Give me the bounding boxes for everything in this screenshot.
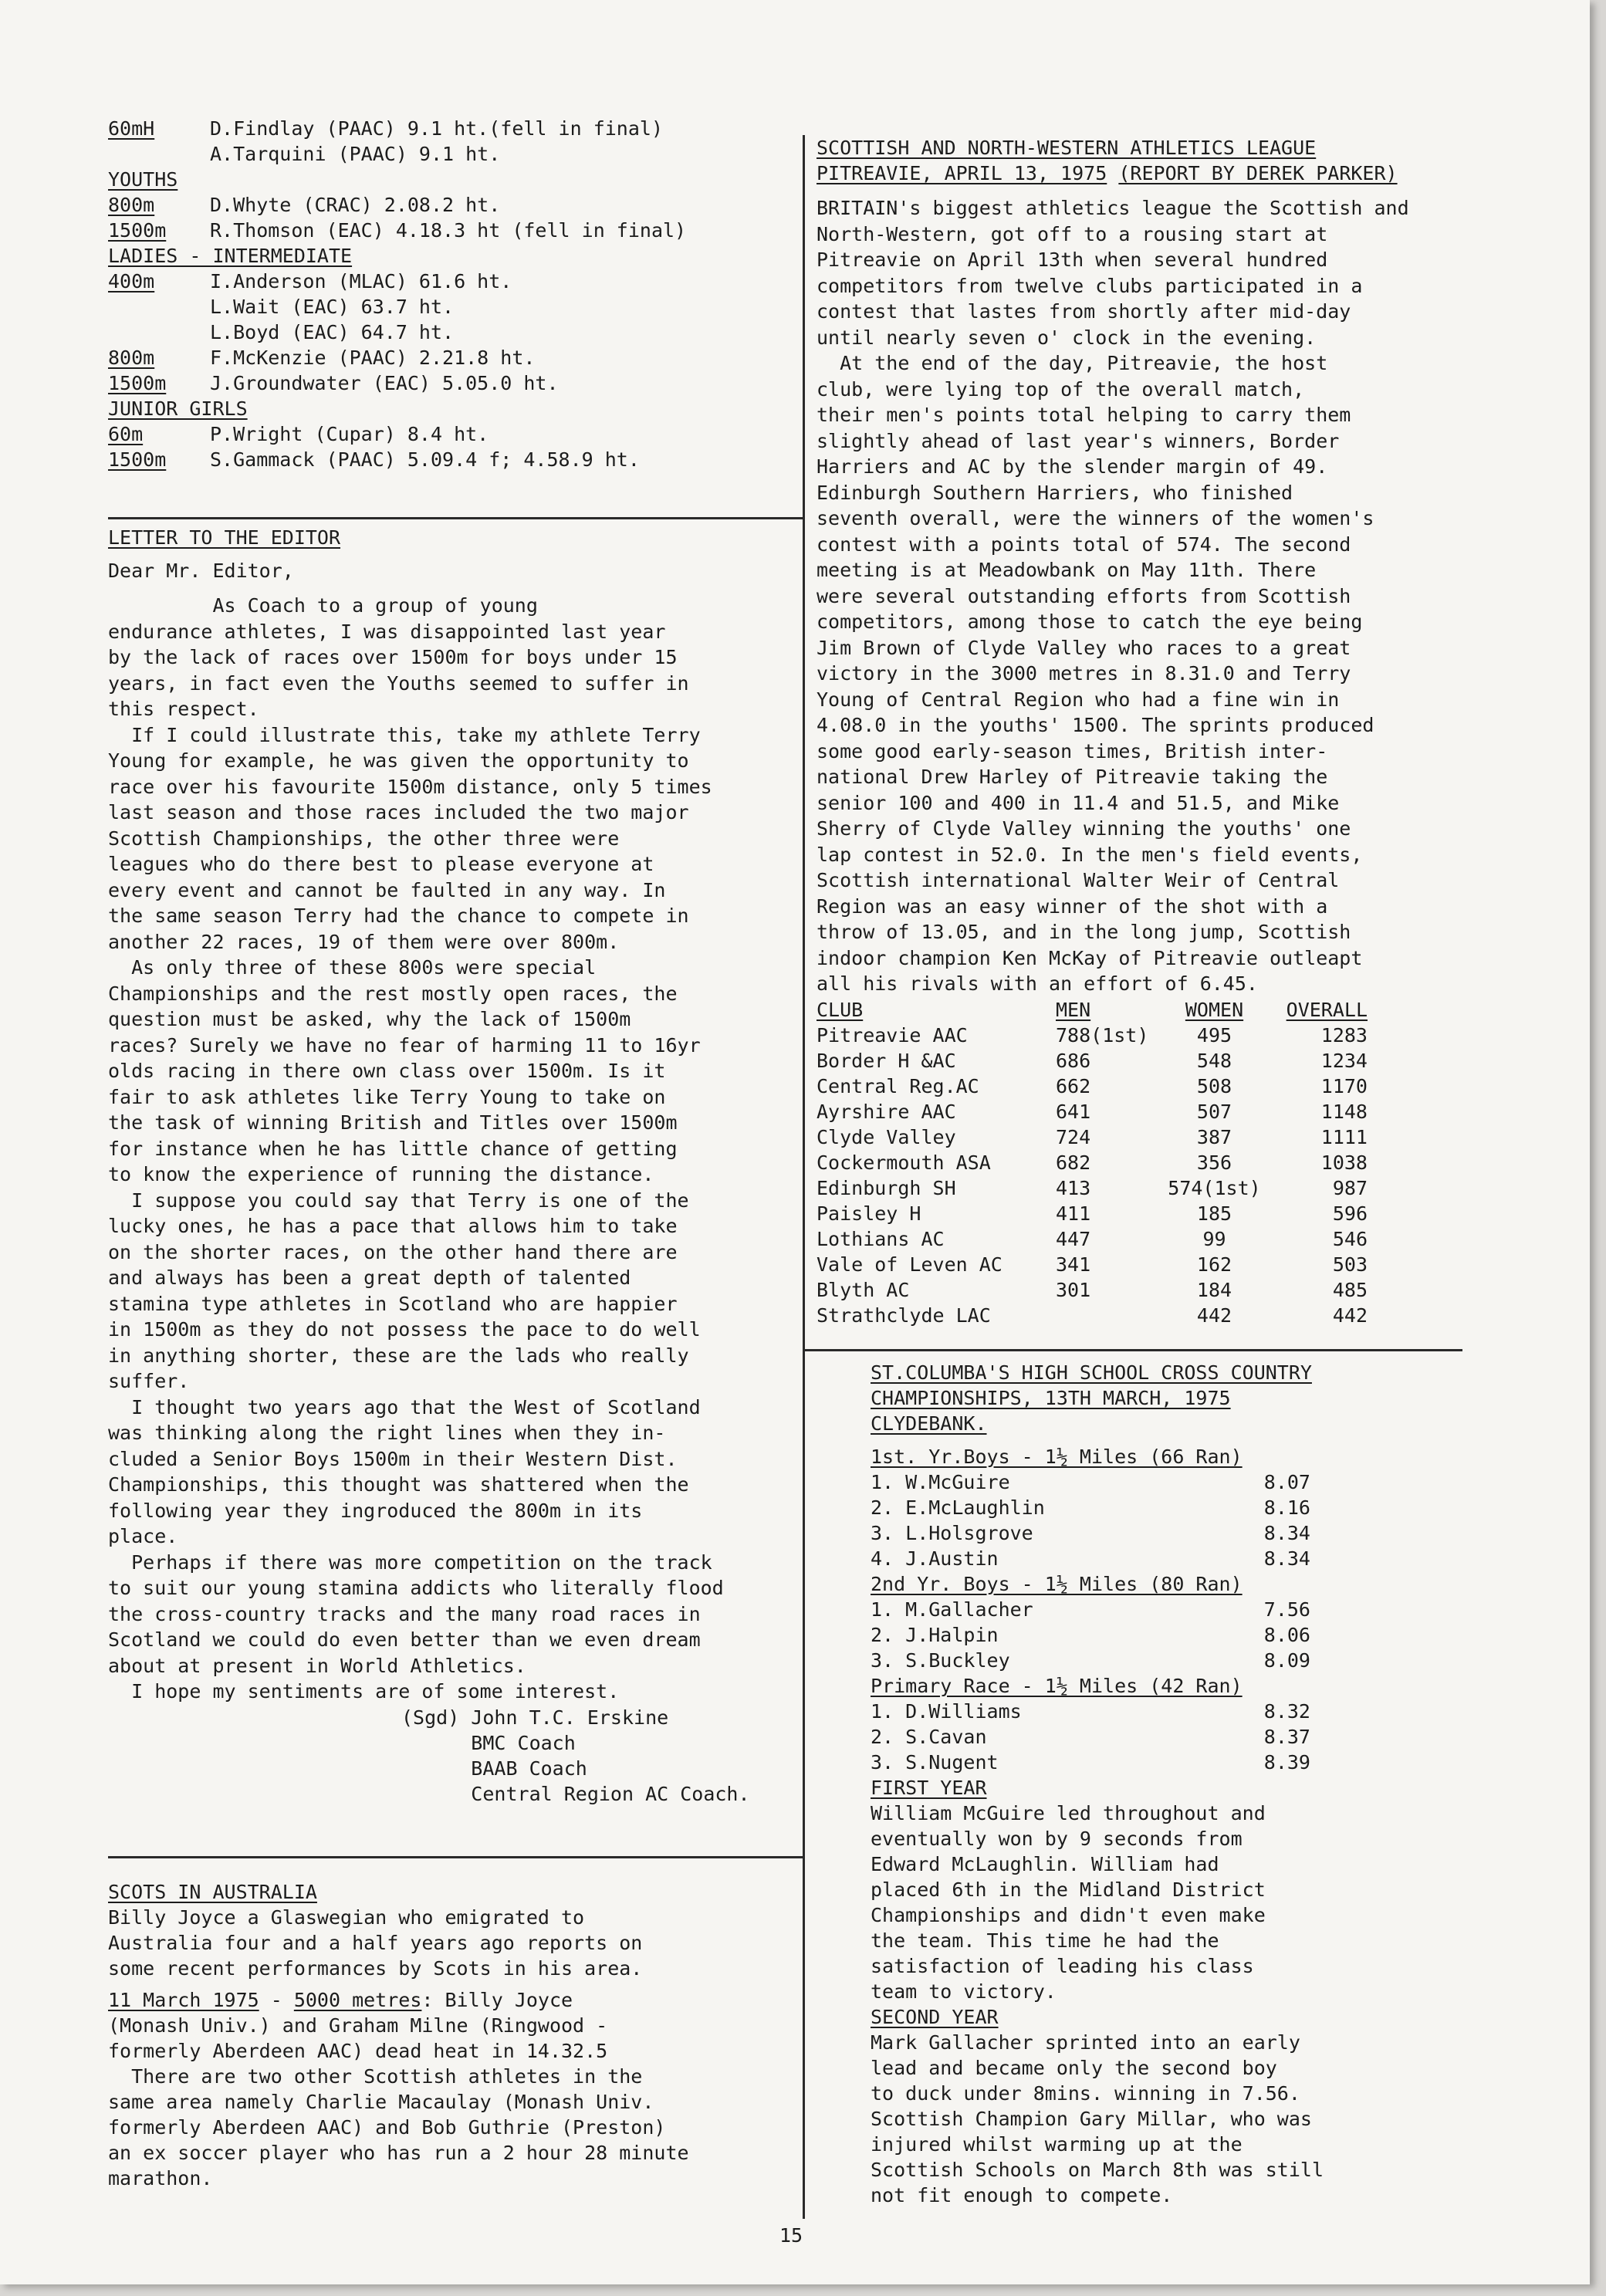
event-label: 60mH xyxy=(108,117,155,140)
women-cell: 495 xyxy=(1196,1023,1232,1047)
stcolumba-title-line: ST.COLUMBA'S HIGH SCHOOL CROSS COUNTRY xyxy=(871,1361,1312,1384)
signature-line: Central Region AC Coach. xyxy=(401,1782,750,1805)
league-report-line: all his rivals with an effort of 6.45. xyxy=(817,972,1258,995)
women-cell: 387 xyxy=(1196,1125,1232,1148)
letter-line: in anything shorter, these are the lads who really xyxy=(108,1344,689,1367)
first-year-line: Championships and didn't even make xyxy=(871,1904,1266,1926)
league-report-line: until nearly seven o' clock in the evening. xyxy=(817,326,1317,349)
second-year-line: Scottish Schools on March 8th was still xyxy=(871,2159,1324,2181)
women-cell: 185 xyxy=(1196,1202,1232,1225)
overall-cell: 987 xyxy=(1332,1176,1368,1199)
result-row xyxy=(108,447,803,472)
runner-name: 4. J.Austin xyxy=(871,1547,999,1570)
scots-intro-line: Australia four and a half years ago reports on xyxy=(108,1932,643,1954)
league-table-row xyxy=(817,1277,1368,1303)
letter-line: the cross-country tracks and the many road races in xyxy=(108,1602,701,1625)
scots-sep: - xyxy=(259,1989,294,2011)
event-label xyxy=(108,141,210,167)
scots-intro xyxy=(108,1905,689,1981)
club-cell: Pitreavie AAC xyxy=(817,1023,968,1047)
letter-line: fair to ask athletes like Terry Young to take on xyxy=(108,1085,666,1108)
letter-line: endurance athletes, I was disappointed last year xyxy=(108,620,666,643)
men-cell: 447 xyxy=(1056,1227,1091,1250)
overall-cell: 485 xyxy=(1332,1278,1368,1301)
letter-line: Scotland we could do even better than we even dream xyxy=(108,1628,701,1651)
first-year-title: FIRST YEAR xyxy=(871,1777,987,1799)
runner-name: 1. D.Williams xyxy=(871,1700,1022,1723)
first-year-line: satisfaction of leading his class xyxy=(871,1955,1254,1977)
letter-line: on the shorter races, on the other hand there are xyxy=(108,1240,678,1263)
header-club: CLUB xyxy=(817,998,864,1021)
runner-name: 3. L.Holsgrove xyxy=(871,1522,1033,1544)
men-cell: 301 xyxy=(1056,1278,1091,1301)
letter-line: As only three of these 800s were special xyxy=(108,956,597,979)
letter-line: leagues who do there best to please everyone at xyxy=(108,853,654,875)
result-row xyxy=(108,218,803,243)
league-report-line: At the end of the day, Pitreavie, the host xyxy=(817,352,1328,374)
letter-line: lucky ones, he has a pace that allows him to take xyxy=(108,1215,678,1237)
runner-time: 8.09 xyxy=(1263,1649,1310,1672)
letter-line: to know the experience of running the distance. xyxy=(108,1163,654,1185)
league-report-line: were several outstanding efforts from Scottish xyxy=(817,584,1351,607)
letter-line: to suit our young stamina addicts who literally flood xyxy=(108,1577,724,1599)
result-text: F.McKenzie (PAAC) 2.21.8 ht. xyxy=(210,347,536,369)
scots-result-line: (Monash Univ.) and Graham Milne (Ringwood - xyxy=(108,2014,608,2037)
league-report-line: slightly ahead of last year's winners, Border xyxy=(817,429,1340,452)
race-result-row xyxy=(871,1648,1324,1673)
men-cell: 411 xyxy=(1056,1202,1091,1225)
club-cell: Blyth AC xyxy=(817,1278,910,1301)
league-report xyxy=(817,195,1523,997)
race-result-row xyxy=(871,1750,1324,1775)
page-number: 15 xyxy=(779,2224,803,2247)
scots-date: 11 March 1975 xyxy=(108,1989,259,2011)
letter-title: LETTER TO THE EDITOR xyxy=(108,526,341,549)
section-divider-letter xyxy=(108,517,803,519)
letter-line: stamina type athletes in Scotland who are happier xyxy=(108,1292,678,1315)
league-report-line: throw of 13.05, and in the long jump, Scottish xyxy=(817,921,1351,943)
runner-name: 1. M.Gallacher xyxy=(871,1598,1033,1621)
event-label: 1500m xyxy=(108,372,167,394)
signature-line: BMC Coach xyxy=(401,1731,576,1754)
letter-line: by the lack of races over 1500m for boys under 15 xyxy=(108,646,678,668)
letter-line: olds racing in there own class over 1500m. Is it xyxy=(108,1060,666,1082)
result-row xyxy=(108,345,803,370)
overall-cell: 1283 xyxy=(1320,1023,1368,1047)
women-cell: 548 xyxy=(1196,1049,1232,1072)
women-cell: 99 xyxy=(1202,1227,1226,1250)
result-text: L.Boyd (EAC) 64.7 ht. xyxy=(210,321,455,343)
letter-line: races? Surely we have no fear of harming 11 to 16yr xyxy=(108,1033,701,1057)
stcolumba-title-line: CHAMPIONSHIPS, 13TH MARCH, 1975 xyxy=(871,1387,1231,1409)
league-report-line: Harriers and AC by the slender margin of 49. xyxy=(817,455,1328,478)
runner-time: 8.07 xyxy=(1263,1471,1310,1493)
women-cell: 507 xyxy=(1196,1100,1232,1123)
league-table-row xyxy=(817,1124,1368,1150)
letter-section xyxy=(108,525,750,1807)
race-result-row xyxy=(871,1469,1324,1495)
runner-name: 2. E.McLaughlin xyxy=(871,1496,1045,1519)
letter-line: race over his favourite 1500m distance, only 5 times xyxy=(108,775,712,798)
race-heading: 1st. Yr.Boys - 1½ Miles (66 Ran) xyxy=(871,1446,1243,1468)
league-report-line: Edinburgh Southern Harriers, who finished xyxy=(817,481,1293,504)
runner-name: 2. S.Cavan xyxy=(871,1726,987,1748)
league-report-line: 4.08.0 in the youths' 1500. The sprints produced xyxy=(817,714,1374,736)
letter-line: I thought two years ago that the West of Scotland xyxy=(108,1395,701,1419)
letter-line: another 22 races, 19 of them were over 800m. xyxy=(108,930,620,953)
result-text: P.Wright (Cupar) 8.4 ht. xyxy=(210,423,489,445)
league-report-line: victory in the 3000 metres in 8.31.0 and Terry xyxy=(817,662,1351,685)
header-men: MEN xyxy=(1056,998,1091,1021)
men-cell: 662 xyxy=(1056,1074,1091,1097)
overall-cell: 1234 xyxy=(1320,1049,1368,1072)
league-report-line: Young of Central Region who had a fine win in xyxy=(817,688,1340,711)
runner-name: 2. J.Halpin xyxy=(871,1624,999,1646)
club-cell: Border H &AC xyxy=(817,1049,956,1072)
league-report-line: competitors, among those to catch the eye being xyxy=(817,610,1363,633)
league-table-row xyxy=(817,1099,1368,1124)
result-row xyxy=(108,141,803,167)
letter-line: years, in fact even the Youths seemed to suffer in xyxy=(108,671,689,695)
league-report-line: national Drew Harley of Pitreavie taking the xyxy=(817,766,1328,788)
letter-greeting: Dear Mr. Editor, xyxy=(108,560,294,582)
runner-time: 8.37 xyxy=(1263,1726,1310,1748)
second-year-report xyxy=(871,2030,1324,2208)
letter-body xyxy=(108,593,750,1705)
club-cell: Clyde Valley xyxy=(817,1125,956,1148)
scots-result-first: : Billy Joyce xyxy=(421,1989,573,2011)
league-report-line: Pitreavie on April 13th when several hundred xyxy=(817,249,1328,271)
result-text: I.Anderson (MLAC) 61.6 ht. xyxy=(210,270,512,292)
letter-line: Scottish Championships, the other three were xyxy=(108,827,620,850)
signature-line: (Sgd) John T.C. Erskine xyxy=(401,1706,669,1729)
league-report-line: BRITAIN's biggest athletics league the Scottish and xyxy=(817,197,1409,219)
men-cell: 686 xyxy=(1056,1049,1091,1072)
scots-result-body xyxy=(108,2013,689,2191)
scots-title: SCOTS IN AUSTRALIA xyxy=(108,1881,317,1903)
league-venue-date: PITREAVIE, APRIL 13, 1975 xyxy=(817,162,1107,184)
overall-cell: 596 xyxy=(1332,1202,1368,1225)
runner-time: 8.06 xyxy=(1263,1624,1310,1646)
section-divider-scots xyxy=(108,1856,803,1858)
letter-line: about at present in World Athletics. xyxy=(108,1654,526,1677)
second-year-line: Mark Gallacher sprinted into an early xyxy=(871,2031,1300,2054)
result-row xyxy=(108,421,803,447)
stcolumba-title-line: CLYDEBANK. xyxy=(871,1412,987,1435)
stcolumba-title xyxy=(871,1360,1324,1436)
letter-line: Perhaps if there was more competition on the track xyxy=(108,1550,712,1574)
first-year-line: team to victory. xyxy=(871,1980,1057,2003)
runner-time: 8.32 xyxy=(1263,1700,1310,1723)
letter-line: cluded a Senior Boys 1500m in their Western Dist. xyxy=(108,1447,678,1470)
league-report-line: their men's points total helping to carry them xyxy=(817,404,1351,426)
women-cell: 184 xyxy=(1196,1278,1232,1301)
event-label: 1500m xyxy=(108,448,167,471)
first-year-line: placed 6th in the Midland District xyxy=(871,1878,1266,1901)
league-report-line: senior 100 and 400 in 11.4 and 51.5, and Mike xyxy=(817,791,1340,814)
signature-line: BAAB Coach xyxy=(401,1757,587,1780)
letter-line: this respect. xyxy=(108,698,259,720)
letter-line: Championships and the rest mostly open races, the xyxy=(108,982,678,1005)
runner-time: 8.16 xyxy=(1263,1496,1310,1519)
club-cell: Ayrshire AAC xyxy=(817,1100,956,1123)
scots-section xyxy=(108,1879,689,2191)
result-row xyxy=(108,320,803,345)
first-year-report xyxy=(871,1801,1324,2004)
scots-result-line: same area namely Charlie Macaulay (Monash Univ. xyxy=(108,2091,654,2113)
league-report-line: seventh overall, were the winners of the women's xyxy=(817,507,1374,529)
event-label: 60m xyxy=(108,423,144,445)
event-label: 400m xyxy=(108,270,155,292)
letter-line: If I could illustrate this, take my athlete Terry xyxy=(108,723,701,746)
result-text: S.Gammack (PAAC) 5.09.4 f; 4.58.9 ht. xyxy=(210,448,640,471)
result-text: R.Thomson (EAC) 4.18.3 ht (fell in final) xyxy=(210,219,687,242)
event-label: 800m xyxy=(108,347,155,369)
second-year-title: SECOND YEAR xyxy=(871,2006,999,2028)
race-result-row xyxy=(871,1495,1324,1520)
race-result-row xyxy=(871,1622,1324,1648)
overall-cell: 1111 xyxy=(1320,1125,1368,1148)
letter-line: question must be asked, why the lack of 1500m xyxy=(108,1008,631,1030)
scots-result-line: formerly Aberdeen AAC) and Bob Guthrie (Preston) xyxy=(108,2116,666,2139)
header-women: WOMEN xyxy=(1185,998,1244,1021)
league-section xyxy=(817,135,1523,1328)
result-text: D.Findlay (PAAC) 9.1 ht.(fell in final) xyxy=(210,117,663,140)
result-text: L.Wait (EAC) 63.7 ht. xyxy=(210,296,455,318)
runner-time: 8.39 xyxy=(1263,1751,1310,1774)
women-cell: 356 xyxy=(1196,1151,1232,1174)
overall-cell: 1148 xyxy=(1320,1100,1368,1123)
result-row xyxy=(108,192,803,218)
runner-time: 8.34 xyxy=(1263,1547,1310,1570)
league-report-line: contest that lastes from shortly after mid-day xyxy=(817,300,1351,323)
stcolumba-section xyxy=(871,1360,1324,2208)
league-table-row xyxy=(817,1150,1368,1175)
result-row xyxy=(108,294,803,320)
men-cell: 641 xyxy=(1056,1100,1091,1123)
race-heading: 2nd Yr. Boys - 1½ Miles (80 Ran) xyxy=(871,1573,1243,1595)
letter-line: and always has been a great depth of talented xyxy=(108,1266,631,1289)
women-cell: 508 xyxy=(1196,1074,1232,1097)
club-cell: Cockermouth ASA xyxy=(817,1151,991,1174)
scots-intro-line: Billy Joyce a Glaswegian who emigrated to xyxy=(108,1906,585,1929)
league-report-line: some good early-season times, British inter- xyxy=(817,739,1328,763)
result-row xyxy=(108,116,803,141)
left-column xyxy=(108,116,803,2189)
league-report-line: Scottish international Walter Weir of Central xyxy=(817,869,1340,891)
letter-line: in 1500m as they do not possess the pace to do well xyxy=(108,1318,701,1341)
letter-line: place. xyxy=(108,1525,178,1547)
league-report-line: Region was an easy winner of the shot with a xyxy=(817,894,1328,918)
category-heading: YOUTHS xyxy=(108,168,178,191)
second-year-line: injured whilst warming up at the xyxy=(871,2133,1243,2156)
right-column xyxy=(817,135,1523,2206)
league-table-row xyxy=(817,1175,1368,1201)
result-text: J.Groundwater (EAC) 5.05.0 ht. xyxy=(210,372,559,394)
club-cell: Central Reg.AC xyxy=(817,1074,979,1097)
event-label: 1500m xyxy=(108,219,167,242)
league-table-row xyxy=(817,1226,1368,1252)
letter-line: As Coach to a group of young xyxy=(108,594,538,617)
letter-line: last season and those races included the two major xyxy=(108,801,689,823)
runner-name: 3. S.Buckley xyxy=(871,1649,1010,1672)
club-cell: Strathclyde LAC xyxy=(817,1304,991,1327)
first-year-line: the team. This time he had the xyxy=(871,1929,1219,1952)
men-cell: 413 xyxy=(1056,1176,1091,1199)
league-report-line: Sherry of Clyde Valley winning the youths' one xyxy=(817,817,1351,840)
event-label xyxy=(108,320,210,345)
race-heading: Primary Race - 1½ Miles (42 Ran) xyxy=(871,1675,1243,1697)
race-result-row xyxy=(871,1597,1324,1622)
club-cell: Lothians AC xyxy=(817,1227,945,1250)
league-report-line: meeting is at Meadowbank on May 11th. There xyxy=(817,559,1317,581)
results-list xyxy=(108,116,803,472)
overall-cell: 1170 xyxy=(1320,1074,1368,1097)
letter-signature xyxy=(108,1705,750,1807)
section-divider-stcolumba xyxy=(805,1349,1462,1351)
race-result-row xyxy=(871,1699,1324,1724)
overall-cell: 442 xyxy=(1332,1304,1368,1327)
letter-line: the task of winning British and Titles over 1500m xyxy=(108,1111,678,1134)
runner-name: 3. S.Nugent xyxy=(871,1751,999,1774)
scots-event: 5000 metres xyxy=(293,1989,422,2011)
first-year-line: William McGuire led throughout and xyxy=(871,1802,1266,1824)
men-cell: 788(1st) xyxy=(1056,1023,1149,1047)
result-text: A.Tarquini (PAAC) 9.1 ht. xyxy=(210,143,501,165)
second-year-line: not fit enough to compete. xyxy=(871,2184,1173,2206)
women-cell: 442 xyxy=(1196,1304,1232,1327)
league-table-row xyxy=(817,1252,1368,1277)
event-label xyxy=(108,294,210,320)
league-report-line: lap contest in 52.0. In the men's field events, xyxy=(817,843,1363,866)
category-heading: JUNIOR GIRLS xyxy=(108,397,248,420)
letter-line: following year they ingroduced the 800m in its xyxy=(108,1499,643,1522)
men-cell: 341 xyxy=(1056,1253,1091,1276)
women-cell: 162 xyxy=(1196,1253,1232,1276)
scots-result-line: There are two other Scottish athletes in the xyxy=(108,2065,643,2088)
second-year-line: Scottish Champion Gary Millar, who was xyxy=(871,2108,1312,2130)
overall-cell: 1038 xyxy=(1320,1151,1368,1174)
league-report-line: contest with a points total of 574. The second xyxy=(817,533,1351,556)
men-cell xyxy=(1056,1303,1161,1328)
men-cell: 682 xyxy=(1056,1151,1091,1174)
letter-line: the same season Terry had the chance to compete in xyxy=(108,905,689,927)
league-report-line: club, were lying top of the overall match, xyxy=(817,377,1305,401)
first-year-line: eventually won by 9 seconds from xyxy=(871,1828,1243,1850)
race-result-row xyxy=(871,1546,1324,1571)
league-report-line: Jim Brown of Clyde Valley who races to a great xyxy=(817,636,1351,659)
league-subtitle-line xyxy=(817,161,1523,186)
league-table-row xyxy=(817,1303,1368,1328)
stcolumba-results xyxy=(871,1444,1324,1775)
league-table-row xyxy=(817,1074,1368,1099)
column-divider xyxy=(803,135,805,2219)
letter-line: was thinking along the right lines when they in- xyxy=(108,1422,666,1444)
event-label: 800m xyxy=(108,194,155,216)
club-cell: Paisley H xyxy=(817,1202,921,1225)
league-report-line: North-Western, got off to a rousing start at xyxy=(817,222,1328,245)
result-text: D.Whyte (CRAC) 2.08.2 ht. xyxy=(210,194,501,216)
runner-name: 1. W.McGuire xyxy=(871,1471,1010,1493)
league-table-row xyxy=(817,1023,1368,1048)
runner-time: 7.56 xyxy=(1263,1598,1310,1621)
club-cell: Vale of Leven AC xyxy=(817,1253,1002,1276)
letter-line: for instance when he has little chance of getting xyxy=(108,1137,678,1160)
overall-cell: 546 xyxy=(1332,1227,1368,1250)
league-table-row xyxy=(817,1201,1368,1226)
league-report-line: indoor champion Ken McKay of Pitreavie outleapt xyxy=(817,946,1363,969)
result-row xyxy=(108,269,803,294)
scots-result-line: an ex soccer player who has run a 2 hour 28 minute xyxy=(108,2142,689,2164)
league-title: SCOTTISH AND NORTH-WESTERN ATHLETICS LEAGUE xyxy=(817,137,1317,159)
letter-line: suffer. xyxy=(108,1370,190,1392)
men-cell: 724 xyxy=(1056,1125,1091,1148)
second-year-line: to duck under 8mins. winning in 7.56. xyxy=(871,2082,1300,2105)
race-result-row xyxy=(871,1724,1324,1750)
letter-line: I hope my sentiments are of some interest. xyxy=(108,1680,620,1703)
letter-line: Championships, this thought was shattered when the xyxy=(108,1473,689,1496)
result-row xyxy=(108,370,803,396)
category-heading: LADIES - INTERMEDIATE xyxy=(108,245,353,267)
league-report-line: competitors from twelve clubs participated in a xyxy=(817,274,1363,297)
race-result-row xyxy=(871,1520,1324,1546)
letter-line: Young for example, he was given the opportunity to xyxy=(108,749,689,772)
overall-cell: 503 xyxy=(1332,1253,1368,1276)
scots-result-head xyxy=(108,1987,689,2013)
first-year-line: Edward McLaughlin. William had xyxy=(871,1853,1219,1875)
scots-result-line: marathon. xyxy=(108,2167,213,2189)
league-table-header xyxy=(817,997,1368,1023)
letter-line: I suppose you could say that Terry is one of the xyxy=(108,1189,689,1212)
league-table xyxy=(817,997,1368,1328)
women-cell: 574(1st) xyxy=(1168,1176,1261,1199)
second-year-line: lead and became only the second boy xyxy=(871,2057,1277,2079)
letter-line: every event and cannot be faulted in any way. In xyxy=(108,878,666,901)
club-cell: Edinburgh SH xyxy=(817,1176,956,1199)
header-overall: OVERALL xyxy=(1286,998,1368,1021)
league-table-row xyxy=(817,1048,1368,1074)
runner-time: 8.34 xyxy=(1263,1522,1310,1544)
scots-intro-line: some recent performances by Scots in his area. xyxy=(108,1957,643,1980)
league-reporter: (REPORT BY DEREK PARKER) xyxy=(1118,162,1398,184)
scots-result-line: formerly Aberdeen AAC) dead heat in 14.32.5 xyxy=(108,2040,608,2062)
